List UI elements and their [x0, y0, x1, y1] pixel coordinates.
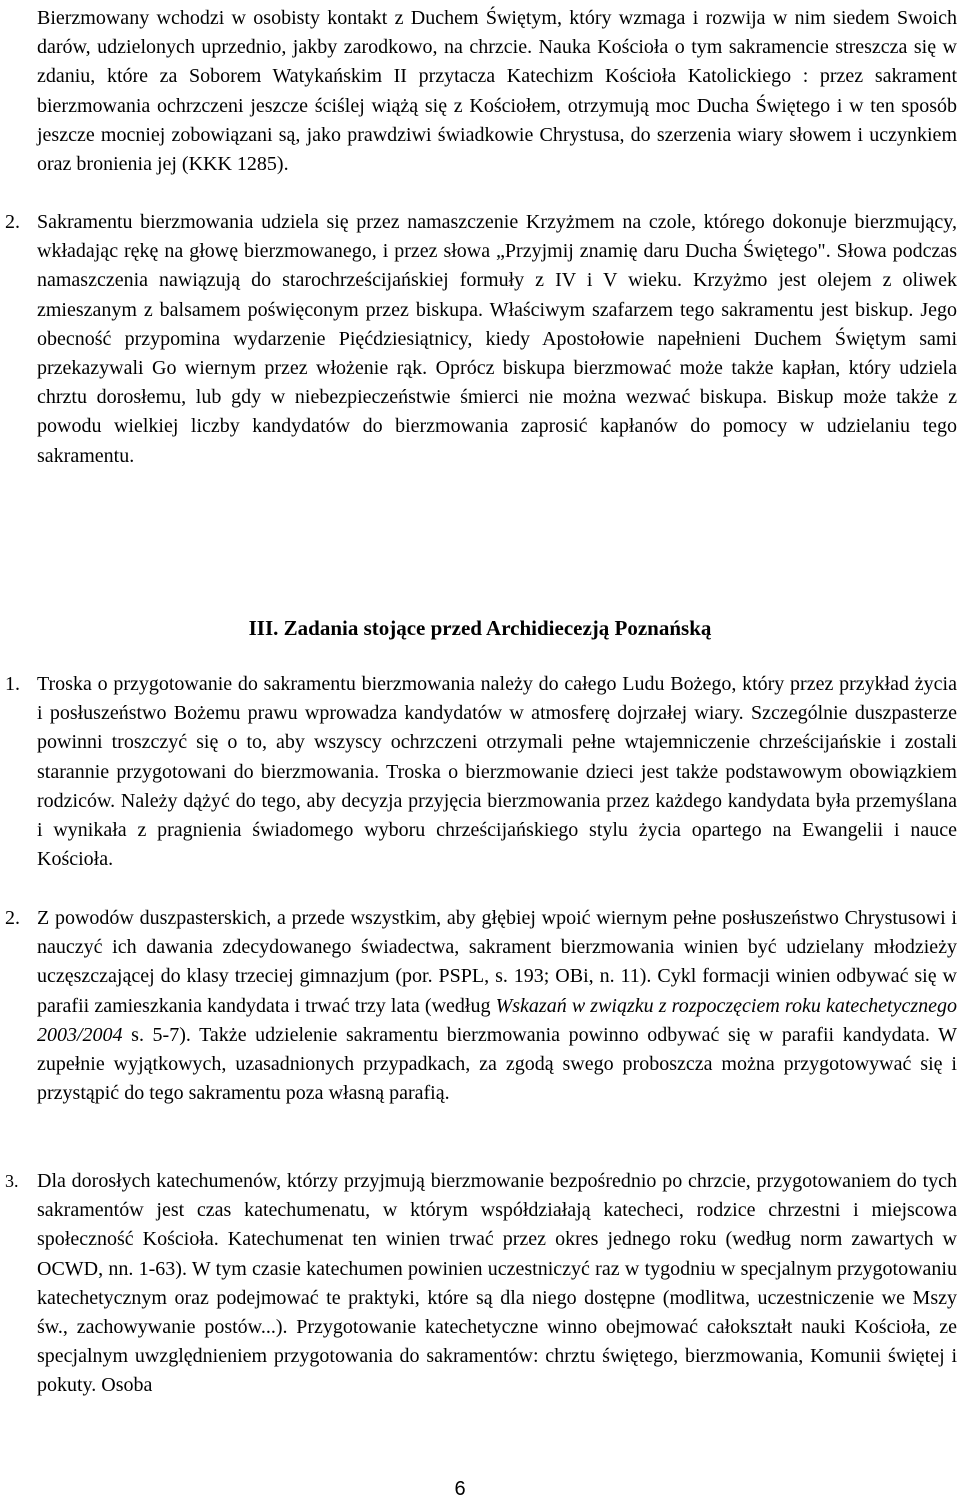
text-run: s. 5-7). Także udzielenie sakramentu bierzmowania powinno odbywać się w parafii kandydata. W zupełnie wyjątkowych, uzasadnionych przypadkach, za zgodą swego proboszcza można przygotowywać się i przystąpić do tego sakramentu poza własną parafią. [37, 1023, 957, 1105]
list-number: 1. [5, 673, 20, 695]
list-number: 2. [5, 211, 20, 233]
list-item-text: Dla dorosłych katechumenów, którzy przyjmują bierzmowanie bezpośrednio po chrzcie, przygotowaniem do tych sakramentów jest czas katechumenatu, w którym współdziałają katecheci, rodzice chrzestni i miejscowa społeczność Kościoła. Katechumenat ten winien trwać przez okres jednego roku (według norm zawartych w OCWD, nn. 1-63). W tym czasie katechumen powinien uczestniczyć raz w tygodniu w specjalnym przygotowaniu katechetycznym oraz podejmować te praktyki, które są dla niego dostępne (modlitwa, uczestniczenie we Mszy św., zachowywanie postów...). Przygotowanie katechetyczne winno obejmować całokształt nauki Kościoła, ze specjalnym uwzględnieniem przygotowania do sakramentów: chrztu świętego, bierzmowania, Komunii świętej i pokuty. Osoba [37, 1170, 957, 1397]
list-item-text [37, 904, 957, 1108]
page-number: 6 [454, 1478, 466, 1500]
text-run: Z powodów duszpasterskich, a przede wszystkim, aby głębiej wpoić wiernym pełne posłuszeństwo Chrystusowi i nauczyć ich dawania zdecydowanego świadectwa, sakrament bierzmowania winien być udzielany młodzieży uczęszczającej do klasy trzeciej gimnazjum (por. PSPL, s. 193; OBi, n. 11). Cykl formacji winien odbywać się w parafii zamieszkania kandydata i trwać trzy lata (według [37, 907, 957, 1017]
list-number: 2. [5, 907, 20, 929]
section-heading: III. Zadania stojące przed Archidiecezją Poznańską [248, 616, 712, 640]
italic-citation: Wskazań w związku z rozpoczęciem roku katechetycznego 2003/2004 [37, 994, 957, 1046]
list-number: 3. [5, 1171, 19, 1191]
intro-paragraph: Bierzmowany wchodzi w osobisty kontakt z Duchem Świętym, który wzmaga i rozwija w nim siedem Swoich darów, udzielonych uprzednio, jakby zarodkowo, na chrzcie. Nauka Kościoła o tym sakramencie streszcza się w zdaniu, które za Soborem Watykańskim II przytacza Katechizm Kościoła Katolickiego : przez sakrament bierzmowania ochrzczeni jeszcze ściślej wiążą się z Kościołem, otrzymują moc Ducha Świętego i w ten sposób jeszcze mocniej zobowiązani są, jako prawdziwi świadkowie Chrystusa, do szerzenia wiary słowem i uczynkiem oraz bronienia jej (KKK 1285). [37, 7, 957, 176]
list-item-text: Troska o przygotowanie do sakramentu bierzmowania należy do całego Ludu Bożego, który przez przykład życia i posłuszeństwo Bożemu prawu wprowadza kandydatów w atmosferę dojrzałej wiary. Szczególnie duszpasterze powinni troszczyć się o to, aby wszyscy ochrzczeni otrzymali pełne wtajemniczenie chrześcijańskie i zostali starannie przygotowani do bierzmowania. Troska o bierzmowanie dzieci jest także podstawowym obowiązkiem rodziców. Należy dążyć do tego, aby decyzja przyjęcia bierzmowania przez każdego kandydata była przemyślana i wynikała z pragnienia świadomego wyboru chrześcijańskiego stylu życia opartego na Ewangelii i nauce Kościoła. [37, 673, 957, 871]
list-item-text: Sakramentu bierzmowania udziela się przez namaszczenie Krzyżmem na czole, którego dokonuje bierzmujący, wkładając rękę na głowę bierzmowanego, i przez słowa „Przyjmij znamię daru Ducha Świętego". Słowa podczas namaszczenia nawiązują do starochrześcijańskiej formuły z IV i V wieku. Krzyżmo jest olejem z oliwek zmieszanym z balsamem poświęconym przez biskupa. Właściwym szafarzem tego sakramentu jest biskup. Jego obecność przypomina wydarzenie Pięćdziesiątnicy, kiedy Apostołowie napełnieni Duchem Świętym sami przekazywali Go wiernym przez włożenie rąk. Oprócz biskupa bierzmować może także kapłan, który udziela chrztu dorosłemu, lub gdy w niebezpieczeństwie śmierci nie można wezwać biskupa. Biskup może także z powodu wielkiej liczby kandydatów do bierzmowania zaprosić kapłanów do pomocy w udzielaniu tego sakramentu. [37, 211, 957, 467]
